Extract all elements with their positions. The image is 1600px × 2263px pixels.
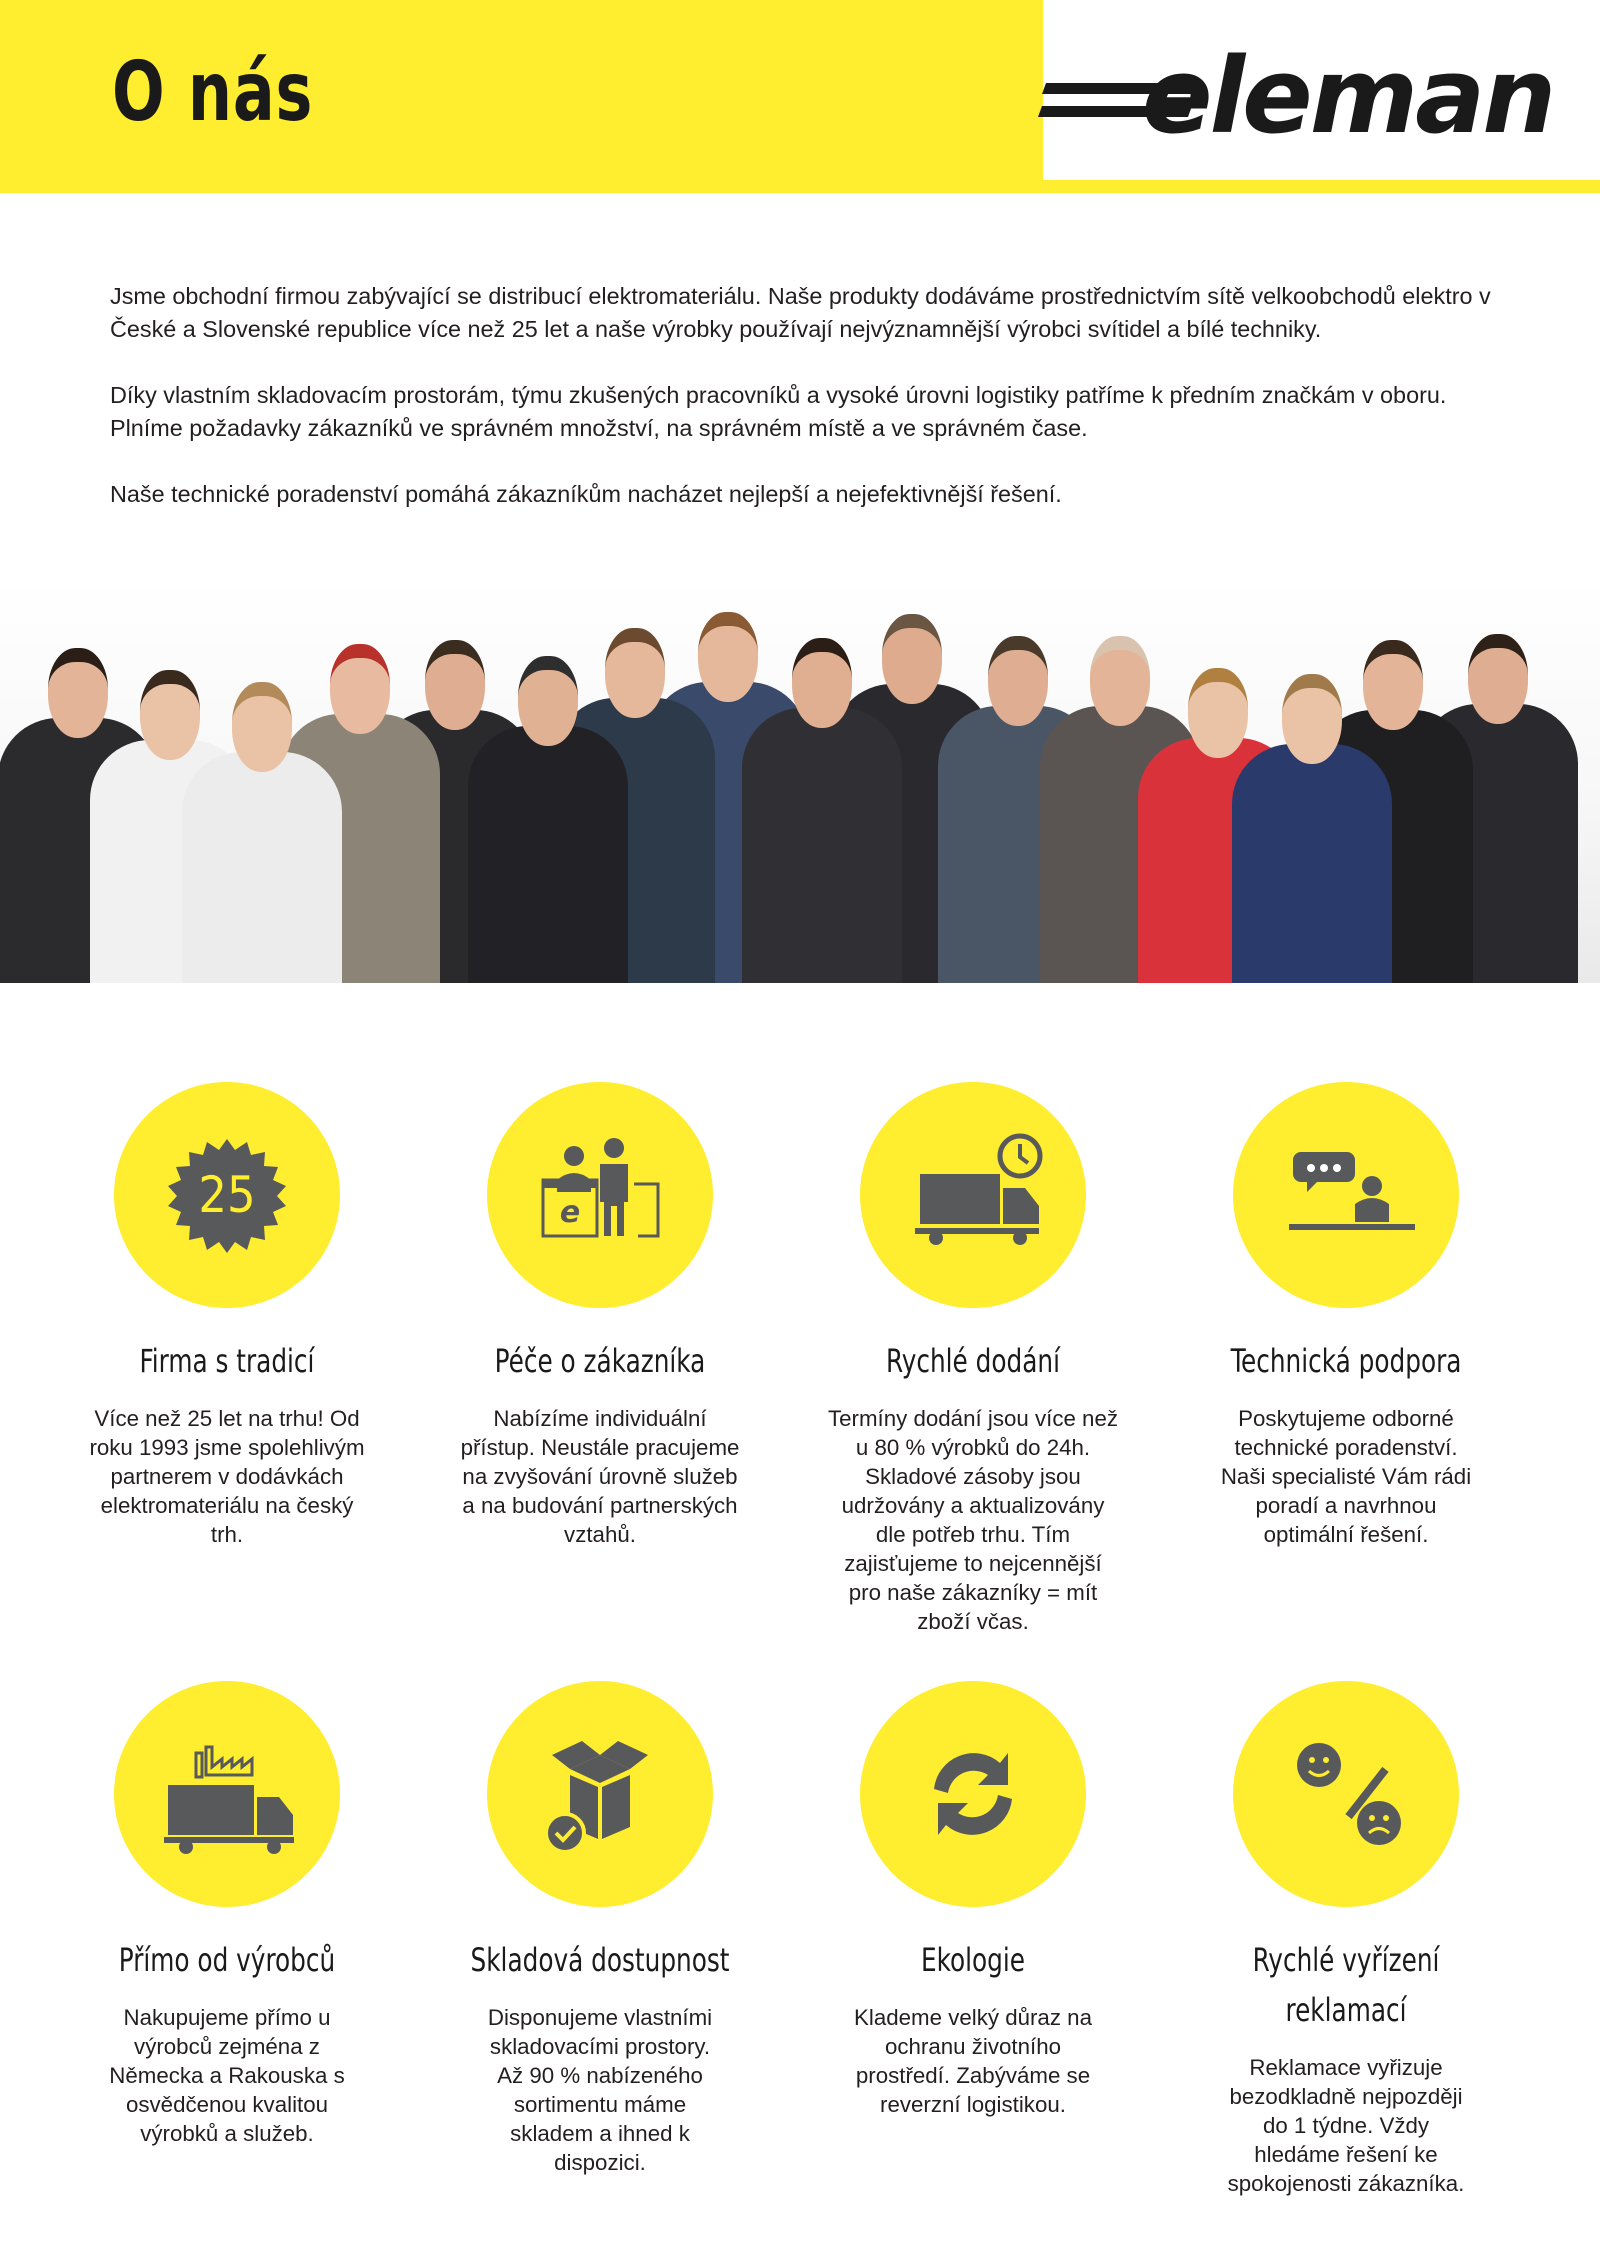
feature-circle xyxy=(114,1082,340,1308)
feature-customer-care xyxy=(430,1082,770,1549)
badge-number: 25 xyxy=(198,1166,256,1224)
team-member-head xyxy=(518,656,578,746)
feature-circle xyxy=(114,1681,340,1907)
customer-service-icon xyxy=(487,1082,713,1308)
factory-truck-icon xyxy=(114,1681,340,1907)
team-member-head xyxy=(988,636,1048,726)
team-member-body xyxy=(182,752,342,983)
intro-paragraph: Naše technické poradenství pomáhá zákazníkům nacházet nejlepší a nejefektivnější řešení. xyxy=(110,481,1062,507)
feature-stock-availability xyxy=(430,1681,770,2177)
feature-circle xyxy=(487,1082,713,1308)
intro-paragraph: Jsme obchodní firmou zabývající se distribucí elektromateriálu. Naše produkty dodáváme prostřednictvím sítě velkoobchodů elektro v České a Slovenské republice více než 25 let a naše výrobky používají nejvýznamnější výrobci svítidel a bílé techniky. xyxy=(110,283,1491,342)
feature-description: Nabízíme individuální přístup. Neustále pracujeme na zvyšování úrovně služeb a na budování partnerských vztahů. xyxy=(460,1406,740,1547)
smile-frown-percent-icon xyxy=(1233,1681,1459,1907)
feature-title: Rychlé dodání xyxy=(886,1342,1060,1380)
feature-title: Skladová dostupnost xyxy=(470,1941,730,1979)
feature-description: Poskytujeme odborné technické poradenství. Naši specialisté Vám rádi poradí a navrhnou optimální řešení. xyxy=(1220,1406,1472,1547)
feature-tradition xyxy=(57,1082,397,1549)
feature-circle xyxy=(1233,1681,1459,1907)
feature-circle xyxy=(487,1681,713,1907)
feature-title: Péče o zákazníka xyxy=(494,1342,706,1380)
feature-title: Ekologie xyxy=(920,1941,1026,1979)
team-member-head xyxy=(792,638,852,728)
feature-ecology xyxy=(803,1681,1143,2119)
intro-paragraph: Díky vlastním skladovacím prostorám, týmu zkušených pracovníků a vysoké úrovni logistiky patříme k předním značkám v oboru. Plníme požadavky zákazníků ve správném množství, na správném místě a ve správném čase. xyxy=(110,382,1447,441)
team-member-head xyxy=(1468,634,1528,724)
feature-technical-support xyxy=(1176,1082,1516,1549)
team-member-body xyxy=(468,726,628,983)
box-check-icon xyxy=(487,1681,713,1907)
feature-circle xyxy=(1233,1082,1459,1308)
feature-direct-from-manufacturers xyxy=(57,1681,397,2148)
feature-description: Reklamace vyřizuje bezodkladně nejpozději do 1 týdne. Vždy hledáme řešení ke spokojenosti zákazníka. xyxy=(1227,2055,1465,2196)
technical-support-icon xyxy=(1233,1082,1459,1308)
feature-description: Nakupujeme přímo u výrobců zejména z Německa a Rakouska s osvědčenou kvalitou výrobků a služeb. xyxy=(109,2005,345,2146)
company-logo xyxy=(1040,35,1554,157)
feature-fast-complaints xyxy=(1176,1681,1516,2198)
feature-title: Přímo od výrobců xyxy=(118,1941,336,1979)
badge-25-icon xyxy=(114,1082,340,1308)
feature-fast-delivery xyxy=(803,1082,1143,1636)
team-member-head xyxy=(1282,674,1342,764)
team-member xyxy=(742,638,902,983)
delivery-truck-clock-icon xyxy=(860,1082,1086,1308)
feature-title: Rychlé vyřízení reklamací xyxy=(1252,1941,1440,2029)
logo-wordmark: eleman xyxy=(1142,35,1554,157)
feature-title: Firma s tradicí xyxy=(139,1342,315,1380)
feature-description: Více než 25 let na trhu! Od roku 1993 jsme spolehlivým partnerem v dodávkách elektromateriálu na český trh. xyxy=(89,1406,365,1547)
team-member xyxy=(1232,674,1392,983)
team-member xyxy=(182,682,342,983)
team-member-body xyxy=(742,708,902,983)
recycle-arrows-icon xyxy=(860,1681,1086,1907)
feature-circle xyxy=(860,1082,1086,1308)
feature-description: Termíny dodání jsou více než u 80 % výrobků do 24h. Skladové zásoby jsou udržovány a aktualizovány dle potřeb trhu. Tím zajisťujeme to nejcennější pro naše zákazníky = mít zboží včas. xyxy=(828,1406,1119,1634)
intro-text xyxy=(110,280,1495,544)
team-member-head xyxy=(232,682,292,772)
svg-text:e: e xyxy=(559,1195,581,1230)
team-member xyxy=(468,656,628,983)
team-photo xyxy=(0,578,1600,983)
feature-circle xyxy=(860,1681,1086,1907)
page-title: O nás xyxy=(112,45,314,140)
team-member-body xyxy=(1232,744,1392,983)
feature-description: Disponujeme vlastními skladovacími prostory. Až 90 % nabízeného sortimentu máme skladem a ihned k dispozici. xyxy=(487,2005,713,2175)
feature-description: Klademe velký důraz na ochranu životního prostředí. Zabýváme se reverzní logistikou. xyxy=(854,2005,1092,2117)
feature-title: Technická podpora xyxy=(1230,1342,1462,1380)
